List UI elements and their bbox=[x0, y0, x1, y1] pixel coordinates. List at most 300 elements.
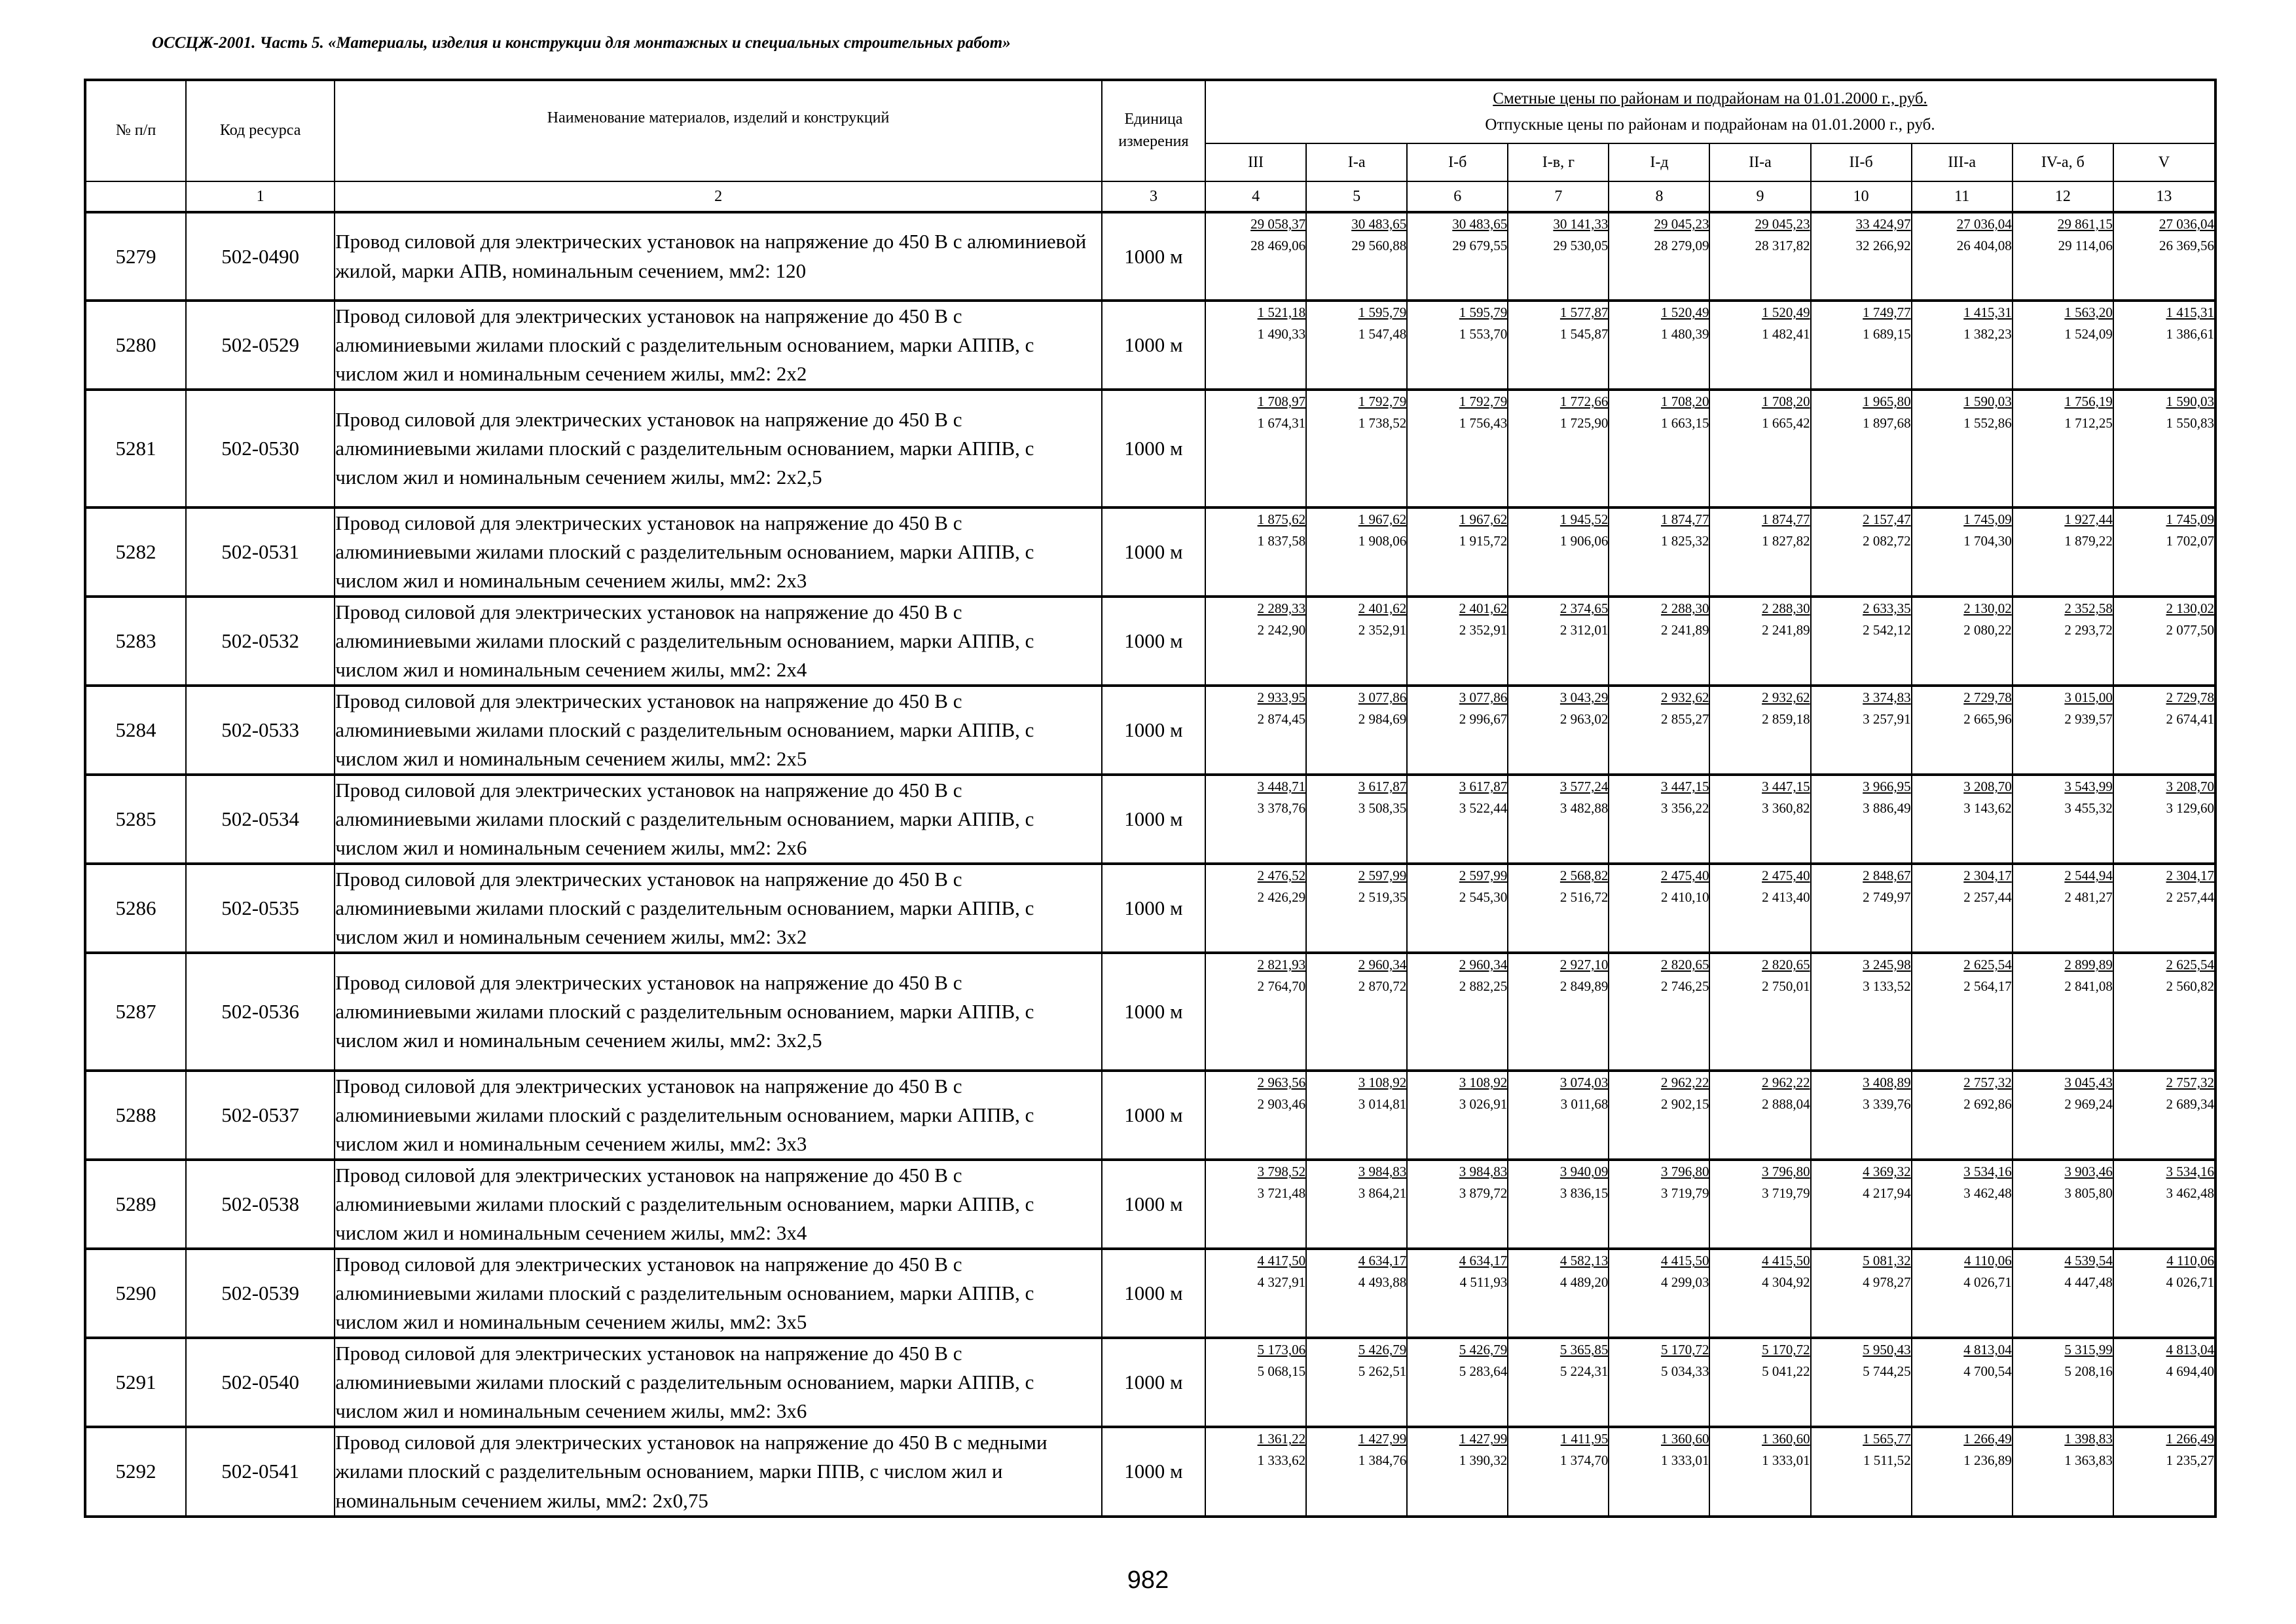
row-index: 5291 bbox=[85, 1338, 186, 1427]
release-price: 1 363,83 bbox=[2064, 1452, 2113, 1469]
price-cell bbox=[1508, 597, 1609, 686]
release-price: 2 082,72 bbox=[1863, 532, 1911, 549]
prices-title-release: Отпускные цены по районам и подрайонам на 01.01.2000 г., руб. bbox=[1485, 116, 1935, 134]
price-cell bbox=[1912, 686, 2013, 775]
estimated-price: 3 245,98 bbox=[1863, 957, 1911, 973]
estimated-price: 4 539,54 bbox=[2064, 1253, 2113, 1269]
price-cell bbox=[2113, 1160, 2215, 1249]
resource-code: 502-0537 bbox=[186, 1071, 335, 1160]
price-cell bbox=[1811, 390, 1912, 507]
resource-code: 502-0540 bbox=[186, 1338, 335, 1427]
price-cell bbox=[1609, 686, 1709, 775]
estimated-price: 1 520,49 bbox=[1762, 304, 1810, 320]
estimated-price: 1 520,49 bbox=[1660, 304, 1709, 320]
price-cell bbox=[1912, 1338, 2013, 1427]
price-cell bbox=[1912, 1427, 2013, 1516]
table-row bbox=[85, 597, 2215, 686]
region-header: II-а bbox=[1709, 143, 1810, 181]
price-cell bbox=[1609, 212, 1709, 301]
release-price: 1 550,83 bbox=[2166, 415, 2214, 431]
estimated-price: 3 108,92 bbox=[1459, 1075, 1508, 1091]
column-number: 10 bbox=[1811, 181, 1912, 212]
estimated-price: 1 745,09 bbox=[2166, 511, 2214, 528]
release-price: 2 674,41 bbox=[2166, 710, 2214, 727]
price-cell bbox=[1709, 1249, 1810, 1338]
column-number: 3 bbox=[1102, 181, 1205, 212]
price-cell bbox=[1306, 953, 1407, 1071]
price-cell bbox=[2013, 507, 2113, 597]
price-cell bbox=[1609, 301, 1709, 390]
estimated-price: 1 415,31 bbox=[2166, 304, 2214, 320]
column-number: 11 bbox=[1912, 181, 2013, 212]
release-price: 2 882,25 bbox=[1459, 978, 1508, 994]
price-cell bbox=[2113, 301, 2215, 390]
estimated-price: 3 984,83 bbox=[1358, 1164, 1407, 1180]
estimated-price: 29 045,23 bbox=[1654, 216, 1709, 232]
release-price: 3 805,80 bbox=[2064, 1185, 2113, 1201]
estimated-price: 2 304,17 bbox=[2166, 868, 2214, 884]
price-cell bbox=[1709, 301, 1810, 390]
release-price: 3 886,49 bbox=[1863, 800, 1911, 816]
region-header: III bbox=[1205, 143, 1306, 181]
estimated-price: 3 577,24 bbox=[1559, 779, 1609, 795]
release-price: 4 700,54 bbox=[1963, 1363, 2012, 1379]
material-name: Провод силовой для электрических установок на напряжение до 450 В с алюминиевыми жилами плоский с разделительным основанием, марки АППВ, с числом жил и номинальным сечением жилы, мм2: 2х2,5 bbox=[335, 390, 1102, 507]
row-index: 5289 bbox=[85, 1160, 186, 1249]
price-cell bbox=[1811, 1427, 1912, 1516]
price-cell bbox=[1508, 301, 1609, 390]
estimated-price: 1 965,80 bbox=[1863, 394, 1911, 410]
price-cell bbox=[1508, 390, 1609, 507]
row-index: 5283 bbox=[85, 597, 186, 686]
price-cell bbox=[1306, 597, 1407, 686]
release-price: 1 825,32 bbox=[1660, 532, 1709, 549]
estimated-price: 30 483,65 bbox=[1351, 216, 1407, 232]
price-cell bbox=[2013, 390, 2113, 507]
release-price: 1 897,68 bbox=[1863, 415, 1911, 431]
release-price: 2 969,24 bbox=[2064, 1096, 2113, 1112]
release-price: 4 511,93 bbox=[1459, 1274, 1508, 1290]
release-price: 2 410,10 bbox=[1660, 889, 1709, 905]
release-price: 5 041,22 bbox=[1762, 1363, 1810, 1379]
release-price: 3 378,76 bbox=[1257, 800, 1306, 816]
release-price: 2 902,15 bbox=[1660, 1096, 1709, 1112]
release-price: 1 756,43 bbox=[1459, 415, 1508, 431]
release-price: 2 242,90 bbox=[1257, 621, 1306, 638]
price-cell bbox=[1306, 212, 1407, 301]
column-number: 9 bbox=[1709, 181, 1810, 212]
estimated-price: 2 729,78 bbox=[2166, 690, 2214, 706]
price-cell bbox=[2013, 212, 2113, 301]
price-cell bbox=[2013, 597, 2113, 686]
estimated-price: 2 962,22 bbox=[1660, 1075, 1709, 1091]
row-index: 5282 bbox=[85, 507, 186, 597]
release-price: 2 560,82 bbox=[2166, 978, 2214, 994]
table-row bbox=[85, 775, 2215, 864]
estimated-price: 2 304,17 bbox=[1963, 868, 2012, 884]
release-price: 3 522,44 bbox=[1459, 800, 1508, 816]
release-price: 4 299,03 bbox=[1660, 1274, 1709, 1290]
price-cell bbox=[1912, 301, 2013, 390]
price-cell bbox=[1811, 212, 1912, 301]
release-price: 1 665,42 bbox=[1762, 415, 1810, 431]
release-price: 2 689,34 bbox=[2166, 1096, 2214, 1112]
estimated-price: 2 374,65 bbox=[1559, 600, 1609, 617]
estimated-price: 3 448,71 bbox=[1257, 779, 1306, 795]
material-name: Провод силовой для электрических установок на напряжение до 450 В с алюминиевой жилой, марки АПВ, номинальным сечением, мм2: 120 bbox=[335, 212, 1102, 301]
release-price: 3 257,91 bbox=[1863, 710, 1911, 727]
release-price: 3 462,48 bbox=[2166, 1185, 2214, 1201]
row-index: 5284 bbox=[85, 686, 186, 775]
estimated-price: 3 208,70 bbox=[2166, 779, 2214, 795]
price-cell bbox=[1407, 390, 1508, 507]
estimated-price: 4 813,04 bbox=[2166, 1342, 2214, 1358]
page-number: 982 bbox=[1127, 1566, 1169, 1594]
estimated-price: 2 352,58 bbox=[2064, 600, 2113, 617]
release-price: 1 915,72 bbox=[1459, 532, 1508, 549]
release-price: 2 077,50 bbox=[2166, 621, 2214, 638]
release-price: 2 903,46 bbox=[1257, 1096, 1306, 1112]
price-cell bbox=[2113, 953, 2215, 1071]
estimated-price: 3 984,83 bbox=[1459, 1164, 1508, 1180]
price-cell bbox=[1912, 864, 2013, 953]
material-name: Провод силовой для электрических установок на напряжение до 450 В с алюминиевыми жилами плоский с разделительным основанием, марки АППВ, с числом жил и номинальным сечением жилы, мм2: 3х3 bbox=[335, 1071, 1102, 1160]
price-cell bbox=[1306, 686, 1407, 775]
release-price: 1 674,31 bbox=[1257, 415, 1306, 431]
estimated-price: 1 708,20 bbox=[1762, 394, 1810, 410]
material-name: Провод силовой для электрических установок на напряжение до 450 В с алюминиевыми жилами плоский с разделительным основанием, марки АППВ, с числом жил и номинальным сечением жилы, мм2: 2х5 bbox=[335, 686, 1102, 775]
estimated-price: 5 365,85 bbox=[1559, 1342, 1609, 1358]
estimated-price: 2 963,56 bbox=[1257, 1075, 1306, 1091]
release-price: 5 208,16 bbox=[2064, 1363, 2113, 1379]
price-cell bbox=[1811, 301, 1912, 390]
price-cell bbox=[1912, 1071, 2013, 1160]
price-cell bbox=[1205, 1427, 1306, 1516]
release-price: 3 356,22 bbox=[1660, 800, 1709, 816]
release-price: 2 426,29 bbox=[1257, 889, 1306, 905]
estimated-price: 1 565,77 bbox=[1863, 1431, 1911, 1447]
price-cell bbox=[2113, 686, 2215, 775]
estimated-price: 2 848,67 bbox=[1863, 868, 1911, 884]
price-cell bbox=[2113, 1249, 2215, 1338]
release-price: 28 279,09 bbox=[1654, 237, 1709, 253]
release-price: 1 482,41 bbox=[1762, 325, 1810, 342]
price-cell bbox=[1306, 775, 1407, 864]
price-cell bbox=[1508, 1160, 1609, 1249]
estimated-price: 2 757,32 bbox=[2166, 1075, 2214, 1091]
resource-code: 502-0490 bbox=[186, 212, 335, 301]
estimated-price: 5 950,43 bbox=[1863, 1342, 1911, 1358]
unit-of-measure: 1000 м bbox=[1102, 1338, 1205, 1427]
estimated-price: 5 170,72 bbox=[1660, 1342, 1709, 1358]
table-row bbox=[85, 212, 2215, 301]
release-price: 1 235,27 bbox=[2166, 1452, 2214, 1469]
row-index: 5285 bbox=[85, 775, 186, 864]
release-price: 1 386,61 bbox=[2166, 325, 2214, 342]
price-cell bbox=[2113, 212, 2215, 301]
estimated-price: 1 874,77 bbox=[1762, 511, 1810, 528]
release-price: 2 257,44 bbox=[1963, 889, 2012, 905]
price-cell bbox=[1609, 1427, 1709, 1516]
price-cell bbox=[1609, 1338, 1709, 1427]
price-cell bbox=[1609, 597, 1709, 686]
region-header: II-б bbox=[1811, 143, 1912, 181]
price-cell bbox=[1609, 775, 1709, 864]
price-cell bbox=[1609, 1249, 1709, 1338]
unit-of-measure: 1000 м bbox=[1102, 864, 1205, 953]
release-price: 26 369,56 bbox=[2159, 237, 2214, 253]
estimated-price: 3 015,00 bbox=[2064, 690, 2113, 706]
price-cell bbox=[2113, 1427, 2215, 1516]
col-header-code: Код ресурса bbox=[186, 80, 335, 181]
price-cell bbox=[1508, 507, 1609, 597]
estimated-price: 1 756,19 bbox=[2064, 394, 2113, 410]
price-cell bbox=[1811, 953, 1912, 1071]
price-cell bbox=[1306, 864, 1407, 953]
release-price: 2 746,25 bbox=[1660, 978, 1709, 994]
release-price: 2 257,44 bbox=[2166, 889, 2214, 905]
table-row bbox=[85, 390, 2215, 507]
estimated-price: 1 266,49 bbox=[1963, 1431, 2012, 1447]
price-cell bbox=[1508, 864, 1609, 953]
release-price: 3 455,32 bbox=[2064, 800, 2113, 816]
estimated-price: 1 398,83 bbox=[2064, 1431, 2113, 1447]
release-price: 2 665,96 bbox=[1963, 710, 2012, 727]
region-header: III-а bbox=[1912, 143, 2013, 181]
release-price: 1 390,32 bbox=[1459, 1452, 1508, 1469]
price-cell bbox=[1811, 1071, 1912, 1160]
region-header: I-б bbox=[1407, 143, 1508, 181]
price-cell bbox=[1407, 686, 1508, 775]
release-price: 3 014,81 bbox=[1358, 1096, 1407, 1112]
estimated-price: 3 940,09 bbox=[1559, 1164, 1609, 1180]
price-cell bbox=[1912, 597, 2013, 686]
estimated-price: 3 077,86 bbox=[1459, 690, 1508, 706]
estimated-price: 30 141,33 bbox=[1553, 216, 1609, 232]
estimated-price: 3 796,80 bbox=[1762, 1164, 1810, 1180]
price-cell bbox=[1709, 1338, 1810, 1427]
release-price: 3 143,62 bbox=[1963, 800, 2012, 816]
release-price: 1 524,09 bbox=[2064, 325, 2113, 342]
price-cell bbox=[1306, 1338, 1407, 1427]
price-cell bbox=[1205, 301, 1306, 390]
estimated-price: 3 617,87 bbox=[1459, 779, 1508, 795]
price-cell bbox=[1709, 1071, 1810, 1160]
release-price: 2 481,27 bbox=[2064, 889, 2113, 905]
resource-code: 502-0532 bbox=[186, 597, 335, 686]
price-cell bbox=[1508, 1427, 1609, 1516]
table-row bbox=[85, 953, 2215, 1071]
release-price: 2 855,27 bbox=[1660, 710, 1709, 727]
estimated-price: 1 590,03 bbox=[1963, 394, 2012, 410]
estimated-price: 4 110,06 bbox=[1964, 1253, 2012, 1269]
price-cell bbox=[1912, 953, 2013, 1071]
estimated-price: 4 634,17 bbox=[1358, 1253, 1407, 1269]
resource-code: 502-0536 bbox=[186, 953, 335, 1071]
release-price: 2 963,02 bbox=[1559, 710, 1609, 727]
release-price: 1 908,06 bbox=[1358, 532, 1407, 549]
table-row bbox=[85, 1160, 2215, 1249]
table-header bbox=[85, 80, 2215, 212]
estimated-price: 5 426,79 bbox=[1358, 1342, 1407, 1358]
estimated-price: 1 967,62 bbox=[1358, 511, 1407, 528]
estimated-price: 2 821,93 bbox=[1257, 957, 1306, 973]
release-price: 1 511,52 bbox=[1863, 1452, 1911, 1469]
estimated-price: 1 792,79 bbox=[1459, 394, 1508, 410]
release-price: 1 382,23 bbox=[1963, 325, 2012, 342]
unit-of-measure: 1000 м bbox=[1102, 597, 1205, 686]
release-price: 29 679,55 bbox=[1452, 237, 1508, 253]
release-price: 4 327,91 bbox=[1257, 1274, 1306, 1290]
col-header-prices bbox=[1205, 80, 2215, 143]
table-row bbox=[85, 301, 2215, 390]
release-price: 1 374,70 bbox=[1559, 1452, 1609, 1469]
estimated-price: 5 081,32 bbox=[1863, 1253, 1911, 1269]
release-price: 3 719,79 bbox=[1762, 1185, 1810, 1201]
estimated-price: 2 960,34 bbox=[1358, 957, 1407, 973]
estimated-price: 2 401,62 bbox=[1459, 600, 1508, 617]
price-cell bbox=[2013, 1071, 2113, 1160]
release-price: 3 129,60 bbox=[2166, 800, 2214, 816]
table-row bbox=[85, 1427, 2215, 1516]
unit-of-measure: 1000 м bbox=[1102, 212, 1205, 301]
release-price: 3 133,52 bbox=[1863, 978, 1911, 994]
price-cell bbox=[1205, 775, 1306, 864]
release-price: 4 978,27 bbox=[1863, 1274, 1911, 1290]
region-header: V bbox=[2113, 143, 2215, 181]
estimated-price: 1 945,52 bbox=[1559, 511, 1609, 528]
price-cell bbox=[1306, 1160, 1407, 1249]
release-price: 1 384,76 bbox=[1358, 1452, 1407, 1469]
unit-of-measure: 1000 м bbox=[1102, 1249, 1205, 1338]
release-price: 3 011,68 bbox=[1560, 1096, 1609, 1112]
region-header: I-в, г bbox=[1508, 143, 1609, 181]
material-name: Провод силовой для электрических установок на напряжение до 450 В с алюминиевыми жилами плоский с разделительным основанием, марки АППВ, с числом жил и номинальным сечением жилы, мм2: 3х6 bbox=[335, 1338, 1102, 1427]
release-price: 1 906,06 bbox=[1559, 532, 1609, 549]
estimated-price: 3 045,43 bbox=[2064, 1075, 2113, 1091]
release-price: 2 874,45 bbox=[1257, 710, 1306, 727]
price-cell bbox=[1811, 686, 1912, 775]
price-cell bbox=[1205, 1249, 1306, 1338]
price-cell bbox=[1407, 212, 1508, 301]
estimated-price: 3 447,15 bbox=[1660, 779, 1709, 795]
estimated-price: 1 708,20 bbox=[1660, 394, 1709, 410]
release-price: 2 241,89 bbox=[1660, 621, 1709, 638]
release-price: 4 217,94 bbox=[1863, 1185, 1911, 1201]
estimated-price: 2 729,78 bbox=[1963, 690, 2012, 706]
price-cell bbox=[1709, 507, 1810, 597]
estimated-price: 4 634,17 bbox=[1459, 1253, 1508, 1269]
col-header-unit: Единица измерения bbox=[1102, 80, 1205, 181]
release-price: 4 489,20 bbox=[1559, 1274, 1609, 1290]
column-number: 2 bbox=[335, 181, 1102, 212]
estimated-price: 1 590,03 bbox=[2166, 394, 2214, 410]
price-cell bbox=[1912, 775, 2013, 864]
estimated-price: 1 427,99 bbox=[1459, 1431, 1508, 1447]
release-price: 1 333,62 bbox=[1257, 1452, 1306, 1469]
table-row bbox=[85, 1338, 2215, 1427]
price-cell bbox=[1306, 1071, 1407, 1160]
price-cell bbox=[1407, 507, 1508, 597]
price-cell bbox=[1407, 1160, 1508, 1249]
release-price: 26 404,08 bbox=[1956, 237, 2012, 253]
release-price: 2 841,08 bbox=[2064, 978, 2113, 994]
release-price: 2 984,69 bbox=[1358, 710, 1407, 727]
estimated-price: 2 544,94 bbox=[2064, 868, 2113, 884]
price-cell bbox=[1407, 775, 1508, 864]
column-number: 7 bbox=[1508, 181, 1609, 212]
material-name: Провод силовой для электрических установок на напряжение до 450 В с алюминиевыми жилами плоский с разделительным основанием, марки АППВ, с числом жил и номинальным сечением жилы, мм2: 2х6 bbox=[335, 775, 1102, 864]
estimated-price: 4 110,06 bbox=[2166, 1253, 2214, 1269]
price-cell bbox=[1508, 953, 1609, 1071]
price-cell bbox=[2013, 1338, 2113, 1427]
release-price: 3 482,88 bbox=[1559, 800, 1609, 816]
estimated-price: 1 708,97 bbox=[1257, 394, 1306, 410]
release-price: 4 026,71 bbox=[2166, 1274, 2214, 1290]
estimated-price: 4 813,04 bbox=[1963, 1342, 2012, 1358]
release-price: 1 480,39 bbox=[1660, 325, 1709, 342]
estimated-price: 2 130,02 bbox=[1963, 600, 2012, 617]
estimated-price: 2 475,40 bbox=[1762, 868, 1810, 884]
release-price: 3 360,82 bbox=[1762, 800, 1810, 816]
release-price: 5 068,15 bbox=[1257, 1363, 1306, 1379]
estimated-price: 3 798,52 bbox=[1257, 1164, 1306, 1180]
estimated-price: 5 426,79 bbox=[1459, 1342, 1508, 1358]
price-cell bbox=[2013, 1427, 2113, 1516]
release-price: 2 750,01 bbox=[1762, 978, 1810, 994]
release-price: 2 870,72 bbox=[1358, 978, 1407, 994]
price-cell bbox=[1912, 507, 2013, 597]
price-cell bbox=[1811, 1249, 1912, 1338]
estimated-price: 2 157,47 bbox=[1863, 511, 1911, 528]
release-price: 2 849,89 bbox=[1559, 978, 1609, 994]
material-name: Провод силовой для электрических установок на напряжение до 450 В с алюминиевыми жилами плоский с разделительным основанием, марки АППВ, с числом жил и номинальным сечением жилы, мм2: 3х4 bbox=[335, 1160, 1102, 1249]
release-price: 2 352,91 bbox=[1459, 621, 1508, 638]
estimated-price: 1 967,62 bbox=[1459, 511, 1508, 528]
table-row bbox=[85, 507, 2215, 597]
release-price: 2 545,30 bbox=[1459, 889, 1508, 905]
price-cell bbox=[2013, 775, 2113, 864]
price-cell bbox=[1306, 1427, 1407, 1516]
price-cell bbox=[1709, 1427, 1810, 1516]
estimated-price: 1 563,20 bbox=[2064, 304, 2113, 320]
price-cell bbox=[1205, 597, 1306, 686]
release-price: 3 879,72 bbox=[1459, 1185, 1508, 1201]
estimated-price: 4 582,13 bbox=[1559, 1253, 1609, 1269]
row-index: 5287 bbox=[85, 953, 186, 1071]
row-index: 5280 bbox=[85, 301, 186, 390]
price-cell bbox=[1306, 1249, 1407, 1338]
release-price: 1 704,30 bbox=[1963, 532, 2012, 549]
row-index: 5286 bbox=[85, 864, 186, 953]
price-cell bbox=[1205, 1071, 1306, 1160]
estimated-price: 2 130,02 bbox=[2166, 600, 2214, 617]
resource-code: 502-0538 bbox=[186, 1160, 335, 1249]
estimated-price: 29 861,15 bbox=[2057, 216, 2113, 232]
estimated-price: 3 374,83 bbox=[1863, 690, 1911, 706]
release-price: 5 744,25 bbox=[1863, 1363, 1911, 1379]
estimated-price: 3 966,95 bbox=[1863, 779, 1911, 795]
price-cell bbox=[1407, 1249, 1508, 1338]
price-cell bbox=[1306, 390, 1407, 507]
price-cell bbox=[1709, 864, 1810, 953]
col-header-name: Наименование материалов, изделий и конструкций bbox=[335, 80, 1102, 181]
estimated-price: 2 597,99 bbox=[1358, 868, 1407, 884]
column-number: 4 bbox=[1205, 181, 1306, 212]
estimated-price: 2 932,62 bbox=[1762, 690, 1810, 706]
release-price: 2 352,91 bbox=[1358, 621, 1407, 638]
estimated-price: 1 927,44 bbox=[2064, 511, 2113, 528]
